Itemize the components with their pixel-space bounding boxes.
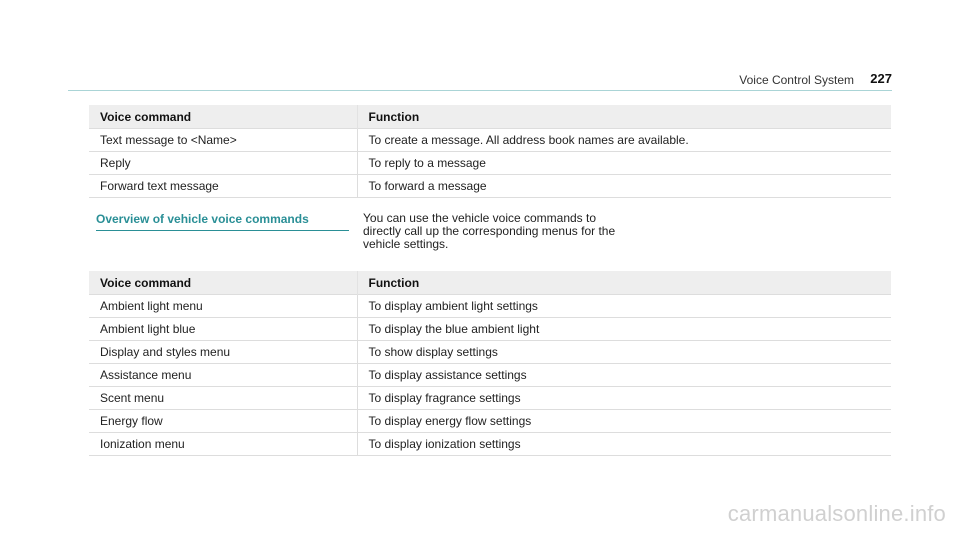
voice-command-cell: Reply xyxy=(89,152,357,175)
function-cell: To display energy flow settings xyxy=(357,410,891,433)
voice-command-cell: Scent menu xyxy=(89,387,357,410)
watermark: carmanualsonline.info xyxy=(727,501,946,526)
voice-command-cell: Ambient light menu xyxy=(89,295,357,318)
table-row xyxy=(89,129,891,152)
function-cell: To display ambient light settings xyxy=(357,295,891,318)
voice-command-cell: Ambient light blue xyxy=(89,318,357,341)
voice-command-cell: Forward text message xyxy=(89,175,357,198)
voice-command-cell: Display and styles menu xyxy=(89,341,357,364)
function-cell: To display ionization settings xyxy=(357,433,891,456)
function-cell: To display assistance settings xyxy=(357,364,891,387)
table-row xyxy=(89,318,891,341)
table-row xyxy=(89,410,891,433)
voice-command-cell: Ionization menu xyxy=(89,433,357,456)
voice-command-cell: Energy flow xyxy=(89,410,357,433)
table-row xyxy=(89,341,891,364)
table-header-row xyxy=(89,105,891,129)
page-header xyxy=(68,66,892,91)
intro-line: directly call up the corresponding menus for the xyxy=(363,224,616,238)
voice-command-table-messages xyxy=(89,105,891,198)
table-header-row xyxy=(89,271,891,295)
table-row xyxy=(89,152,891,175)
function-cell: To reply to a message xyxy=(357,152,891,175)
function-cell: To show display settings xyxy=(357,341,891,364)
column-header-function: Function xyxy=(357,105,891,129)
column-header-function: Function xyxy=(357,271,891,295)
section-heading: Overview of vehicle voice commands xyxy=(96,212,349,231)
voice-command-cell: Text message to <Name> xyxy=(89,129,357,152)
function-cell: To display the blue ambient light xyxy=(357,318,891,341)
table-row xyxy=(89,175,891,198)
section-intro xyxy=(363,212,643,251)
intro-line: vehicle settings. xyxy=(363,237,449,251)
page-number: 227 xyxy=(870,71,892,86)
voice-command-table-vehicle xyxy=(89,271,891,456)
table-row xyxy=(89,364,891,387)
function-cell: To forward a message xyxy=(357,175,891,198)
column-header-voice-command: Voice command xyxy=(89,271,357,295)
voice-command-cell: Assistance menu xyxy=(89,364,357,387)
function-cell: To create a message. All address book names are available. xyxy=(357,129,891,152)
column-header-voice-command: Voice command xyxy=(89,105,357,129)
table-row xyxy=(89,387,891,410)
table-row xyxy=(89,433,891,456)
function-cell: To display fragrance settings xyxy=(357,387,891,410)
section-title: Voice Control System xyxy=(739,73,854,87)
intro-line: You can use the vehicle voice commands to xyxy=(363,211,597,225)
table-row xyxy=(89,295,891,318)
